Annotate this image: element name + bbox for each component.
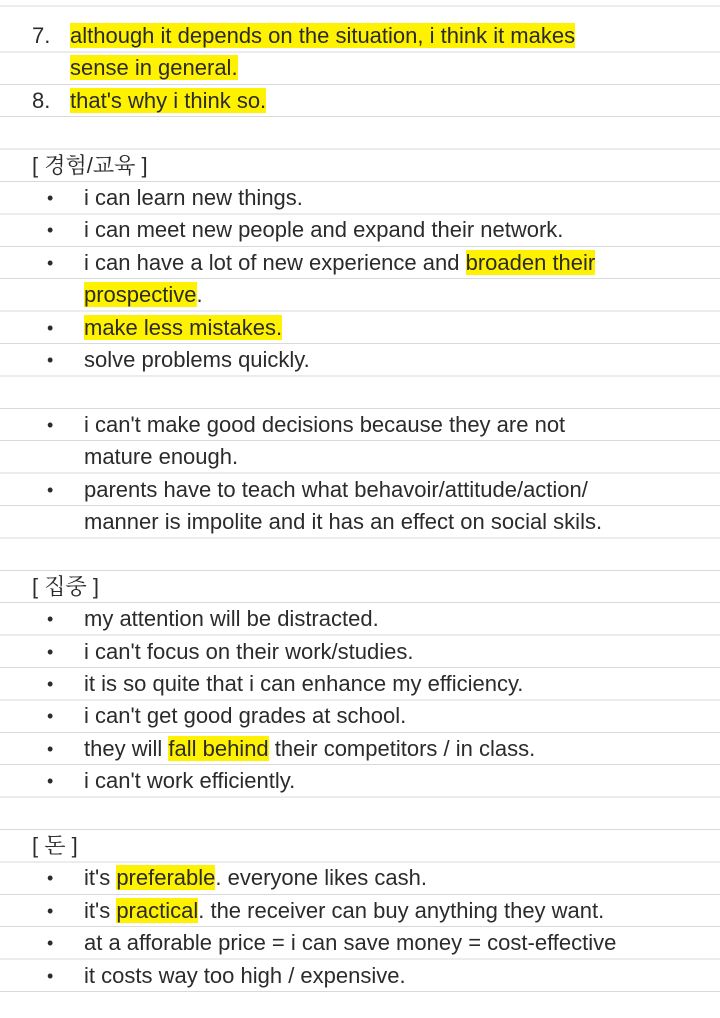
bullet-icon: • xyxy=(47,414,54,435)
note-line xyxy=(0,85,720,117)
bullet-icon: • xyxy=(47,609,54,630)
text-segment: solve problems quickly. xyxy=(84,347,310,372)
bullet-icon: • xyxy=(47,706,54,727)
text-segment: it's xyxy=(84,865,117,891)
note-line xyxy=(0,52,720,84)
note-line xyxy=(0,409,720,441)
line-text xyxy=(84,862,427,894)
line-text xyxy=(84,960,406,992)
text-segment: it's xyxy=(84,897,117,923)
text-segment: mature enough. xyxy=(84,444,239,470)
note-line xyxy=(0,862,720,894)
text-segment: at a afforable price = i can save money = cost-effective xyxy=(84,930,617,956)
line-text xyxy=(84,474,588,506)
highlighted-text: prospective xyxy=(84,282,197,308)
line-text xyxy=(84,700,406,732)
line-text xyxy=(84,927,616,959)
note-line xyxy=(0,765,720,797)
line-text xyxy=(84,441,238,473)
text-segment: their competitors / in class. xyxy=(268,735,536,761)
text-segment: i can't make good decisions because they are not xyxy=(84,411,566,437)
line-text xyxy=(32,150,148,182)
text-segment: parents have to teach what behavoir/attitude/action/ xyxy=(84,476,588,502)
highlighted-text: practical xyxy=(116,897,199,923)
note-line xyxy=(0,344,720,376)
text-segment: they will xyxy=(84,735,169,761)
text-segment: i can't work efficiently. xyxy=(84,768,296,794)
list-number: 7. xyxy=(32,23,51,48)
note-line xyxy=(0,182,720,214)
note-line xyxy=(0,603,720,635)
highlighted-text: sense in general. xyxy=(70,55,238,81)
text-segment: . everyone likes cash. xyxy=(215,865,427,891)
blank-line xyxy=(0,117,720,149)
highlighted-text: although it depends on the situation, i think it makes xyxy=(70,23,576,48)
line-text xyxy=(84,279,203,311)
bullet-icon: • xyxy=(47,965,54,986)
note-line xyxy=(0,960,720,992)
bullet-icon: • xyxy=(47,771,54,792)
line-text xyxy=(84,214,563,246)
note-line xyxy=(0,636,720,668)
line-text xyxy=(32,830,78,862)
section-heading xyxy=(0,571,720,603)
line-text xyxy=(84,668,523,700)
line-text xyxy=(84,895,604,927)
bullet-icon: • xyxy=(47,641,54,662)
bullet-icon: • xyxy=(47,868,54,889)
note-line xyxy=(0,279,720,311)
note-line xyxy=(0,927,720,959)
text-segment: manner is impolite and it has an effect on social skils. xyxy=(84,509,603,534)
note-line xyxy=(0,700,720,732)
line-text xyxy=(70,52,238,84)
bullet-icon: • xyxy=(47,317,54,338)
line-text xyxy=(70,20,575,52)
bullet-icon: • xyxy=(47,350,54,370)
text-segment: [ 집중 ] xyxy=(32,573,99,599)
list-number: 8. xyxy=(32,87,51,113)
line-text xyxy=(84,636,413,668)
bullet-icon: • xyxy=(47,674,54,694)
note-line xyxy=(0,20,720,52)
line-text xyxy=(84,765,295,797)
section-heading xyxy=(0,830,720,862)
note-line xyxy=(0,733,720,765)
line-text xyxy=(84,182,303,214)
blank-line xyxy=(0,538,720,570)
note-line xyxy=(0,474,720,506)
text-segment: [ 경험/교육 ] xyxy=(32,152,148,178)
line-text xyxy=(84,733,535,765)
line-text xyxy=(84,603,379,635)
text-segment: it is so quite that i can enhance my efficiency. xyxy=(84,671,524,696)
highlighted-text: fall behind xyxy=(168,735,269,761)
text-segment: i can have a lot of new experience and xyxy=(84,249,466,275)
text-segment: . the receiver can buy anything they want. xyxy=(198,897,605,923)
text-segment: . xyxy=(196,282,203,308)
highlighted-text: broaden their xyxy=(465,249,596,275)
bullet-icon: • xyxy=(47,252,54,273)
highlighted-text: make less mistakes. xyxy=(84,314,283,340)
line-text xyxy=(84,409,565,441)
line-text xyxy=(32,571,99,603)
highlighted-text: that's why i think so. xyxy=(70,87,267,113)
note-line xyxy=(0,214,720,246)
text-segment: i can learn new things. xyxy=(84,185,303,210)
text-segment: i can meet new people and expand their network. xyxy=(84,217,564,243)
note-line xyxy=(0,506,720,538)
text-segment: it costs way too high / expensive. xyxy=(84,962,406,988)
text-segment: [ 돈 ] xyxy=(32,833,78,858)
bullet-icon: • xyxy=(47,933,54,954)
note-line xyxy=(0,895,720,927)
bullet-icon: • xyxy=(47,479,54,500)
text-segment: i can't focus on their work/studies. xyxy=(84,638,414,664)
bullet-icon: • xyxy=(47,220,54,241)
line-text xyxy=(84,312,282,344)
note-line xyxy=(0,441,720,473)
bullet-icon: • xyxy=(47,188,54,208)
note-line xyxy=(0,312,720,344)
note-line xyxy=(0,668,720,700)
blank-line xyxy=(0,798,720,830)
line-text xyxy=(84,247,595,279)
bullet-icon: • xyxy=(47,900,54,921)
line-text xyxy=(70,85,266,117)
line-text xyxy=(84,506,602,538)
note-line xyxy=(0,247,720,279)
highlighted-text: preferable xyxy=(116,865,216,891)
text-segment: my attention will be distracted. xyxy=(84,606,379,632)
line-text xyxy=(84,344,310,376)
text-segment: i can't get good grades at school. xyxy=(84,703,407,729)
bullet-icon: • xyxy=(47,738,54,759)
section-heading xyxy=(0,150,720,182)
blank-line xyxy=(0,376,720,408)
